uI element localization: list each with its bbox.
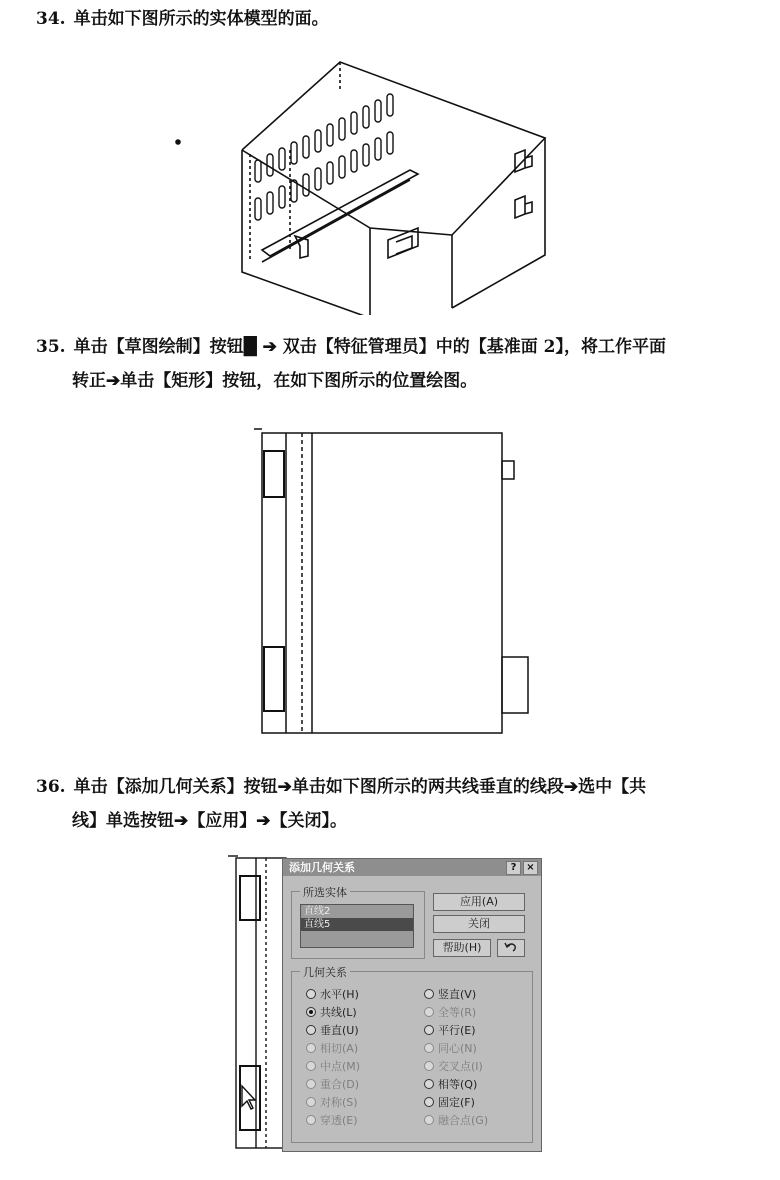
radio-dot bbox=[306, 1115, 316, 1125]
relation-radio[interactable] bbox=[306, 1022, 359, 1038]
radio-dot bbox=[424, 989, 434, 999]
radio-label: 共线(L) bbox=[320, 1006, 357, 1019]
solid-model-figure bbox=[160, 50, 600, 315]
selected-entities-group bbox=[291, 886, 425, 959]
radio-dot bbox=[424, 1097, 434, 1107]
close-button[interactable]: 关闭 bbox=[433, 915, 525, 933]
relation-radio[interactable] bbox=[424, 986, 476, 1002]
relation-radio bbox=[306, 1076, 359, 1092]
radio-dot bbox=[306, 989, 316, 999]
front-view-figure bbox=[248, 425, 538, 740]
step-35 bbox=[36, 330, 666, 398]
apply-button[interactable]: 应用(A) bbox=[433, 893, 525, 911]
radio-label: 重合(D) bbox=[320, 1078, 360, 1091]
step-text-continued: 转正➔单击【矩形】按钮，在如下图所示的位置绘图。 bbox=[72, 371, 478, 391]
step-text: 单击如下图所示的实体模型的面。 bbox=[73, 9, 329, 29]
radio-label: 融合点(G) bbox=[438, 1114, 489, 1127]
relation-radio bbox=[306, 1058, 360, 1074]
radio-dot bbox=[424, 1007, 434, 1017]
relation-radio bbox=[306, 1094, 358, 1110]
step-number: 36. bbox=[36, 777, 66, 797]
add-relation-dialog bbox=[282, 858, 542, 1152]
radio-label: 竖直(V) bbox=[438, 988, 477, 1001]
relation-radio bbox=[424, 1058, 483, 1074]
relation-radio bbox=[306, 1040, 358, 1056]
step-text-continued: 线】单选按钮➔【应用】➔【关闭】。 bbox=[72, 811, 347, 831]
radio-label: 全等(R) bbox=[438, 1006, 477, 1019]
radio-dot bbox=[306, 1061, 316, 1071]
radio-dot bbox=[424, 1079, 434, 1089]
relation-radio[interactable] bbox=[424, 1076, 477, 1092]
close-icon[interactable]: × bbox=[523, 861, 538, 875]
radio-dot bbox=[424, 1025, 434, 1035]
list-item[interactable]: 直线5 bbox=[301, 918, 413, 931]
radio-dot bbox=[306, 1079, 316, 1089]
radio-dot bbox=[306, 1097, 316, 1107]
radio-label: 相切(A) bbox=[320, 1042, 359, 1055]
help-button[interactable]: 帮助(H) bbox=[433, 939, 491, 957]
radio-label: 垂直(U) bbox=[320, 1024, 359, 1037]
radio-dot bbox=[424, 1061, 434, 1071]
relation-radio[interactable] bbox=[424, 1094, 475, 1110]
radio-label: 中点(M) bbox=[320, 1060, 361, 1073]
relation-radio bbox=[306, 1112, 358, 1128]
relation-radio bbox=[424, 1040, 477, 1056]
step-34 bbox=[36, 2, 329, 36]
radio-dot bbox=[424, 1115, 434, 1125]
help-icon[interactable]: ? bbox=[506, 861, 521, 875]
step-text: 单击【添加几何关系】按钮➔单击如下图所示的两共线垂直的线段➔选中【共 bbox=[73, 777, 647, 797]
radio-dot bbox=[306, 1025, 316, 1035]
entity-list[interactable] bbox=[300, 904, 414, 948]
relations-label: 几何关系 bbox=[300, 964, 350, 980]
step-number: 34. bbox=[36, 9, 66, 29]
radio-label: 同心(N) bbox=[438, 1042, 477, 1055]
selected-entities-label: 所选实体 bbox=[300, 884, 350, 900]
radio-label: 交叉点(I) bbox=[438, 1060, 483, 1073]
relation-radio[interactable] bbox=[306, 1004, 357, 1020]
step-number: 35. bbox=[36, 337, 66, 357]
radio-dot bbox=[306, 1043, 316, 1053]
radio-dot bbox=[306, 1007, 316, 1017]
relation-radio bbox=[424, 1112, 488, 1128]
step-36 bbox=[36, 770, 646, 838]
radio-dot bbox=[424, 1043, 434, 1053]
dialog-title-bar bbox=[283, 859, 541, 876]
undo-button[interactable] bbox=[497, 939, 525, 957]
radio-label: 对称(S) bbox=[320, 1096, 358, 1109]
radio-label: 穿透(E) bbox=[320, 1114, 358, 1127]
list-item[interactable]: 直线2 bbox=[304, 906, 331, 917]
undo-icon bbox=[504, 941, 518, 953]
radio-label: 水平(H) bbox=[320, 988, 359, 1001]
relation-radio[interactable] bbox=[306, 986, 359, 1002]
dialog-title: 添加几何关系 bbox=[289, 861, 355, 874]
radio-label: 平行(E) bbox=[438, 1024, 476, 1037]
radio-label: 固定(F) bbox=[438, 1096, 475, 1109]
relations-group bbox=[291, 966, 533, 1143]
relation-radio bbox=[424, 1004, 476, 1020]
radio-label: 相等(Q) bbox=[438, 1078, 478, 1091]
step-text: 单击【草图绘制】按钮█ ➔ 双击【特征管理员】中的【基准面 2】，将工作平面 bbox=[73, 337, 666, 357]
relation-radio[interactable] bbox=[424, 1022, 476, 1038]
